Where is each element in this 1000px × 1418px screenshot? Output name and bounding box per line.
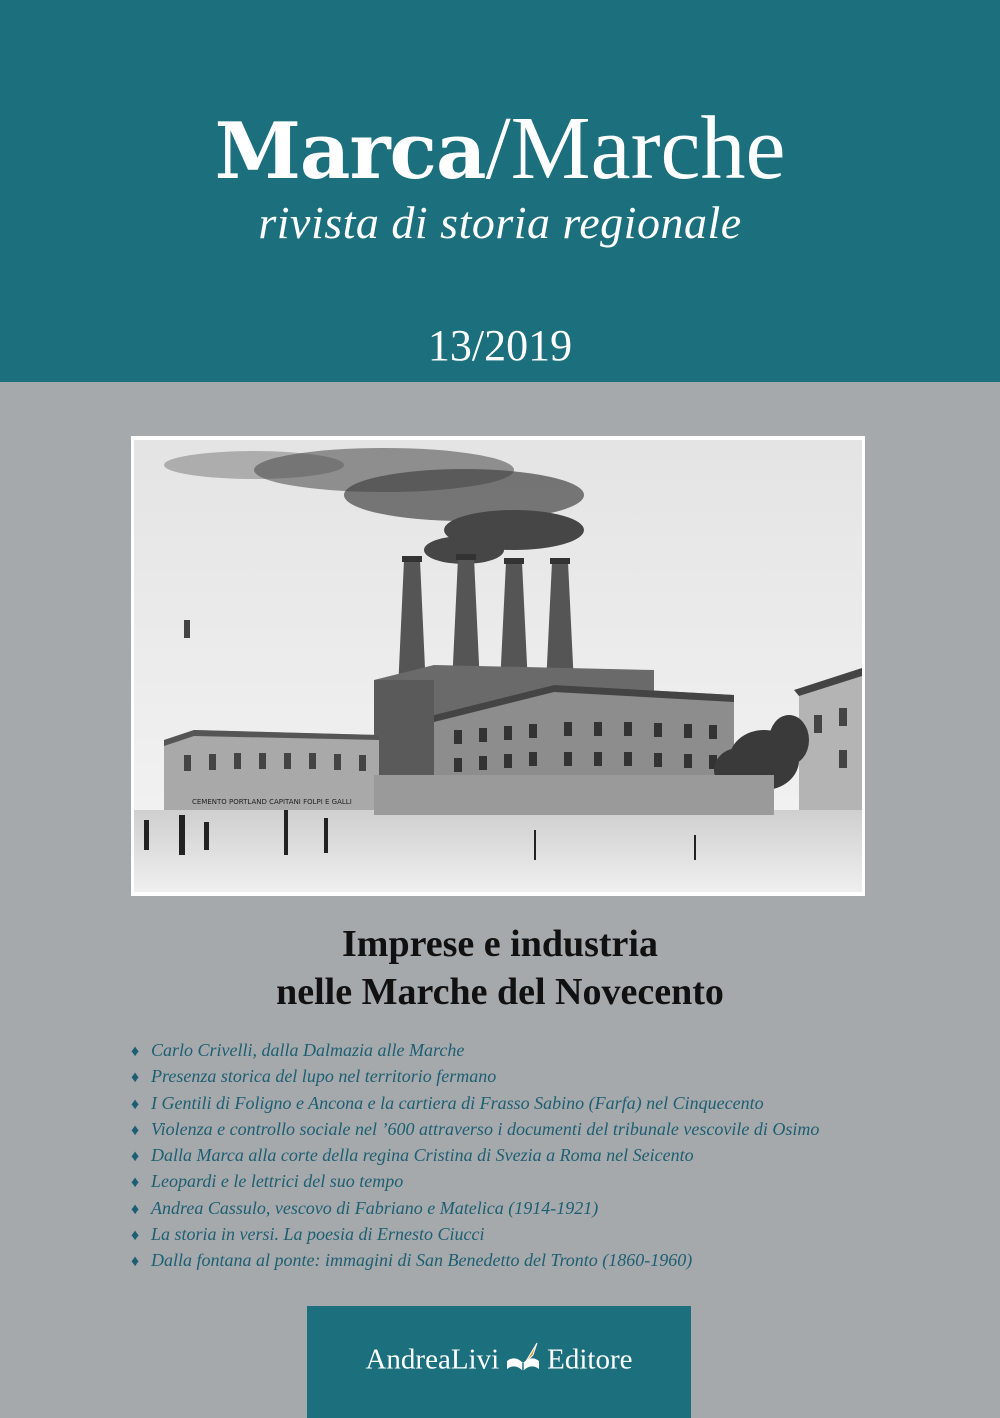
contents-item-title: Leopardi e le lettrici del suo tempo xyxy=(151,1171,404,1192)
contents-item-title: Carlo Crivelli, dalla Dalmazia alle Marche xyxy=(151,1040,465,1060)
journal-title xyxy=(0,99,1000,198)
diamond-bullet-icon: ♦ xyxy=(131,1200,140,1218)
cover-photo xyxy=(131,436,865,896)
issue-theme-heading xyxy=(0,920,1000,1016)
contents-item xyxy=(131,1221,819,1247)
contents-item xyxy=(131,1195,819,1221)
contents-item-title: Dalla fontana al ponte: immagini di San Benedetto del Tronto (1860-1960) xyxy=(151,1250,693,1271)
publisher-name-right: Editore xyxy=(547,1343,633,1376)
factory-sign: CEMENTO PORTLAND CAPITANI FOLPI E GALLI xyxy=(192,798,352,806)
table-of-contents xyxy=(131,1037,819,1274)
contents-item-title: Andrea Cassulo, vescovo di Fabriano e Matelica (1914-1921) xyxy=(151,1197,599,1218)
diamond-bullet-icon: ♦ xyxy=(131,1069,140,1087)
contents-item-title: I Gentili di Foligno e Ancona e la cartiera di Frasso Sabino (Farfa) nel Cinquecento xyxy=(151,1092,764,1113)
diamond-bullet-icon: ♦ xyxy=(131,1174,140,1192)
title-separator: / xyxy=(485,99,511,198)
contents-item-title: Presenza storica del lupo nel territorio fermano xyxy=(151,1066,497,1087)
contents-item-title: La storia in versi. La poesia di Ernesto Ciucci xyxy=(151,1224,485,1245)
diamond-bullet-icon: ♦ xyxy=(131,1043,140,1060)
contents-item xyxy=(131,1142,819,1168)
title-marca: Marca xyxy=(214,106,486,197)
contents-item xyxy=(131,1090,819,1116)
contents-item-title: Violenza e controllo sociale nel ’600 attraverso i documenti del tribunale vescovile di Osimo xyxy=(151,1118,820,1139)
diamond-bullet-icon: ♦ xyxy=(131,1148,140,1166)
diamond-bullet-icon: ♦ xyxy=(131,1121,140,1139)
diamond-bullet-icon: ♦ xyxy=(131,1253,140,1271)
publisher-box xyxy=(307,1306,691,1418)
publisher-label xyxy=(307,1341,691,1383)
contents-item xyxy=(131,1168,819,1194)
contents-item xyxy=(131,1063,819,1089)
publisher-name-left: AndreaLivi xyxy=(365,1343,500,1376)
issue-number: 13/2019 xyxy=(427,321,573,370)
contents-item xyxy=(131,1037,819,1063)
contents-item xyxy=(131,1116,819,1142)
heading-line-1: Imprese e industria xyxy=(342,923,658,965)
journal-header xyxy=(0,0,1000,382)
book-quill-icon xyxy=(503,1341,543,1383)
diamond-bullet-icon: ♦ xyxy=(131,1095,140,1113)
contents-item xyxy=(131,1247,819,1273)
heading-line-2: nelle Marche del Novecento xyxy=(276,971,724,1013)
contents-item-title: Dalla Marca alla corte della regina Cristina di Svezia a Roma nel Seicento xyxy=(151,1145,694,1166)
title-marche: Marche xyxy=(510,99,786,198)
journal-subtitle: rivista di storia regionale xyxy=(258,197,742,248)
diamond-bullet-icon: ♦ xyxy=(131,1227,140,1245)
factory-photo-illustration xyxy=(134,440,862,892)
